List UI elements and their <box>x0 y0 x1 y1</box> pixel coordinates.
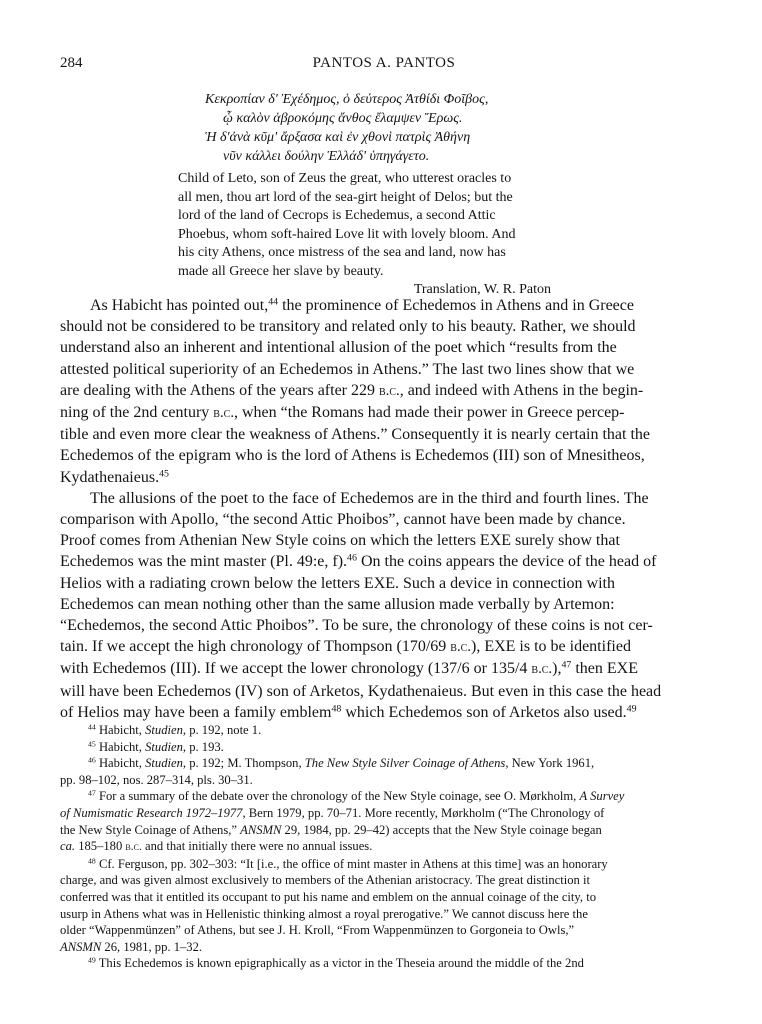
body-line: are dealing with the Athens of the years after 229 b.c., and indeed with Athens in the begin- <box>60 381 644 399</box>
body-line: Kydathenaieus.$^{45}$ <box>60 468 169 486</box>
footnote-44: $^{44}$ Habicht, Studien, p. 192, note 1. <box>88 722 262 737</box>
translation-line: lord of the land of Cecrops is Echedemus, a second Attic <box>178 208 496 223</box>
footnote-line: older “Wappenmünzen” of Athens, but see J. H. Kroll, “From Wappenmünzen to Gorgoneia to Owls,” <box>60 923 575 938</box>
body-line: Helios with a radiating crown below the letters EXE. Such a device in connection with <box>60 574 615 592</box>
body-line: should not be considered to be transitory and related only to his beauty. Rather, we should <box>60 318 636 336</box>
body-line: will have been Echedemos (IV) son of Arketos, Kydathenaieus. But even in this case the head <box>60 682 662 700</box>
epigram-translation <box>178 170 553 300</box>
footnote-line: charge, and was given almost exclusively to members of the Athenian aristocracy. The great distinction it <box>60 873 590 888</box>
running-head: PANTOS A. PANTOS <box>312 55 456 71</box>
body-line: Echedemos was the mint master (Pl. 49:e, f).$^{46}$ On the coins appears the device of the head of <box>60 552 657 571</box>
translation-credit: Translation, W. R. Paton <box>413 282 551 297</box>
greek-line: Κεκροπίαν δ' Ἐχέδημος, ὁ δεύτερος Ἀτθίδι Φοῖβος, <box>205 92 489 107</box>
body-line: of Helios may have been a family emblem$^{48}$ which Echedemos son of Arketos also used.$^{49}$ <box>60 703 637 721</box>
footnote-ref[interactable]: 44 <box>268 296 279 308</box>
body-line: ning of the 2nd century b.c., when “the Romans had made their power in Greece percep- <box>60 404 625 422</box>
footnote-line: of Numismatic Research 1972–1977, Bern 1979, pp. 70–71. More recently, Mørkholm (“The Chronology of <box>60 805 605 820</box>
footnote-46: $^{46}$ Habicht, Studien, p. 192; M. Thompson, The New Style Silver Coinage of Athens, New York 1961, <box>88 755 595 771</box>
footnote-line: usurp in Athens what was in Hellenistic thinking almost a royal prerogative.” We cannot discuss here the <box>60 906 588 921</box>
footnote-47: $^{47}$ For a summary of the debate over the chronology of the New Style coinage, see O. Mørkholm, A Survey <box>88 789 625 804</box>
footnote-line: the New Style Coinage of Athens,” ANSMN 29, 1984, pp. 29–42) accepts that the New Style coinage began <box>60 822 602 837</box>
body-line: comparison with Apollo, “the second Attic Phoibos”, cannot have been made by chance. <box>60 511 626 529</box>
translation-line: his city Athens, once mistress of the sea and land, now has <box>178 245 506 260</box>
body-line: Proof comes from Athenian New Style coins on which the letters EXE surely show that <box>60 532 620 550</box>
greek-line: νῦν κάλλει δούλην Ἑλλάδ' ὑπηγάγετο. <box>223 149 430 164</box>
footnote-49: $^{49}$ This Echedemos is known epigraphically as a victor in the Theseia around the middle of the 2nd <box>88 956 584 971</box>
greek-line: ᾧ καλὸν ἁβροκόμης ἄνθος ἔλαμψεν Ἔρως. <box>223 111 463 126</box>
footnote-line: ca. 185–180 b.c. and that initially there were no annual issues. <box>60 839 373 854</box>
footnote-ref[interactable]: 45 <box>159 468 169 480</box>
translation-line: Phoebus, whom soft-haired Love lit with lovely bloom. And <box>178 226 516 242</box>
footnote-48: $^{48}$ Cf. Ferguson, pp. 302–303: “It [i.e., the office of mint master in Athens at this time] was an honorary <box>88 856 608 871</box>
footnote-ref[interactable]: 46 <box>347 552 357 564</box>
page-number: 284 <box>60 55 83 71</box>
body-line: “Echedemos, the second Attic Phoibos”. To be sure, the chronology of these coins is not cer- <box>60 617 653 635</box>
footnote-line: conferred was that it entitled its occupant to put his name and emblem on the annual coinage of the city, to <box>60 889 597 904</box>
footnotes <box>60 722 708 972</box>
footnote-line: ANSMN 26, 1981, pp. 1–32. <box>60 939 203 954</box>
footnote-line: pp. 98–102, nos. 287–314, pls. 30–31. <box>60 772 253 787</box>
body-line: tible and even more clear the weakness of Athens.” Consequently it is nearly certain that the <box>60 426 651 444</box>
body-line: attested political superiority of an Echedemos in Athens.” The last two lines show that we <box>60 360 635 378</box>
body-line: Echedemos of the epigram who is the lord of Athens is Echedemos (III) son of Mnesitheos, <box>60 447 645 465</box>
greek-epigram <box>205 90 488 166</box>
translation-line: all men, thou art lord of the sea-girt height of Delos; but the <box>178 189 513 205</box>
footnote-ref[interactable]: 48 <box>331 703 342 715</box>
footnote-ref[interactable]: 47 <box>561 660 572 671</box>
body-line: The allusions of the poet to the face of Echedemos are in the third and fourth lines. The <box>90 489 649 507</box>
translation-line: made all Greece her slave by beauty. <box>178 263 384 279</box>
body-text <box>60 295 708 723</box>
greek-line: Ἡ δ'ἀνὰ κῦμ' ἄρξασα καὶ ἐν χθονὶ πατρὶς Ἀθήνη <box>205 130 471 145</box>
body-line: understand also an inherent and intentional allusion of the poet which “results from the <box>60 339 617 357</box>
translation-line: Child of Leto, son of Zeus the great, who utterest oracles to <box>178 171 512 186</box>
body-line: tain. If we accept the high chronology of Thompson (170/69 b.c.), EXE is to be identified <box>60 638 631 656</box>
body-line: As Habicht has pointed out,$^{44}$ the prominence of Echedemos in Athens and in Greece <box>90 296 634 314</box>
body-line: with Echedemos (III). If we accept the lower chronology (137/6 or 135/4 b.c.),$^{47}$ then EXE <box>60 660 638 678</box>
page-header <box>60 55 708 77</box>
body-line: Echedemos can mean nothing other than the same allusion made verbally by Artemon: <box>60 595 615 613</box>
footnote-45: $^{45}$ Habicht, Studien, p. 193. <box>88 739 224 754</box>
footnote-ref[interactable]: 49 <box>626 703 637 715</box>
